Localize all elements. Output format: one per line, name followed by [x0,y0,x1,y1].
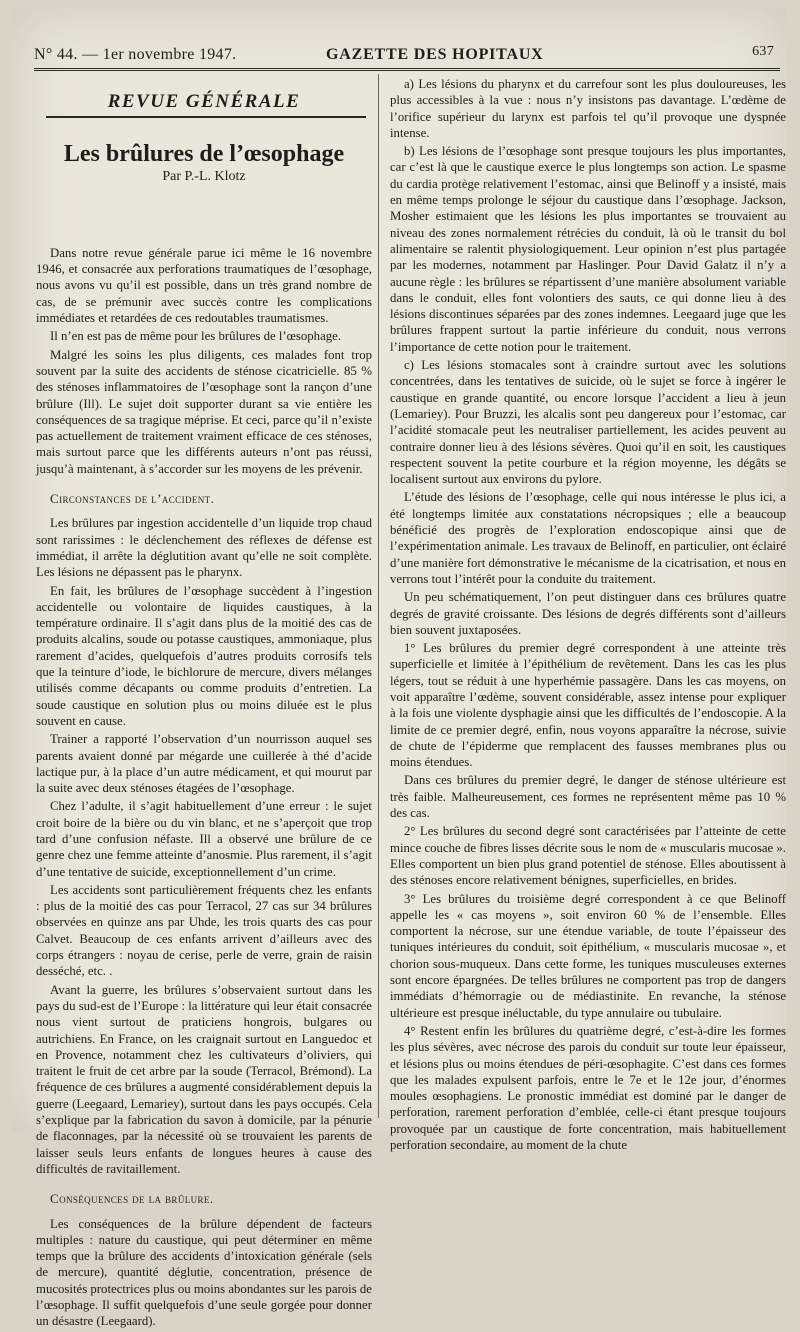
journal-title: GAZETTE DES HOPITAUX [326,46,544,63]
page-number: 637 [752,44,774,59]
section-label: REVUE GÉNÉRALE [107,91,301,112]
paragraph: Malgré les soins les plus diligents, ces malades font trop souvent par la suite des accidents de sténose cicatricielle. 85 % des sténoses inflammatoires de l’œsophage sont la rançon d’une brûlure (Ill). Le sujet doit supporter durant sa vie entière les conséquences de sa tragique méprise. Et ceci, parce qu’il n’existe pas actuellement de traitement vraiment efficace de ces sténoses, mais surtout parce que les différents auteurs n’ont pas réussi, jusqu’à maintenant, à s’accorder sur les moyens de les prévenir. [36,347,372,476]
paragraph: 4° Restent enfin les brûlures du quatrième degré, c’est-à-dire les formes les plus sévères, avec nécrose des parois du conduit sur toute leur épaisseur, et lésions plus ou moins étendues de péri-œsophagite. C’est dans ces formes que les malades expulsent parfois, entre le 7e et le 12e jour, d’énormes moules œsophagiens. Le pronostic immédiat est dominé par le danger de perforation, rarement perforation d’emblée, celle-ci étant presque toujours provoquée par un caustique de forte concentration, mais habituellement perforation secondaire, au moment de la chute [390,1023,786,1152]
paragraph: Il n’en est pas de même pour les brûlures de l’œsophage. [50,329,342,344]
paragraph: a) Les lésions du pharynx et du carrefour sont les plus douloureuses, les plus accessibles à la vue : nous n’y insistons pas davantage. L’œdème de l’orifice supérieur du larynx est parfois tel qu’il provoque une dyspnée intense. [390,77,786,140]
paragraph: Avant la guerre, les brûlures s’observaient surtout dans les pays du sud-est de l’Europe : la littérature qui leur était consacrée nous vient surtout de praticiens hongrois, bulgares ou autrichiens. En France, on les craignait surtout en Languedoc et en Provence, notamment chez les cultivateurs d’oliviers, qui traitent le fruit de cet arbre par la soude (Terracol, Brémond). La fréquence de ces brûlures a augmenté considérablement depuis la guerre (Leegaard, Lemariey), surtout dans les pays occupés. Cela s’explique par la fabrication du savon à domicile, par la pénurie de flaconnages, par la nécessité où se trouvaient les parents de laisser seuls leurs enfants de longues heures à cause des difficultés de ravitaillement. [36,982,372,1176]
paragraph: Les brûlures par ingestion accidentelle d’un liquide trop chaud sont rarissimes : le déclenchement des réflexes de défense est immédiat, il arrête la déglutition avant qu’elle ne soit complète. Les lésions ne dépassent pas le pharynx. [36,516,372,580]
paragraph: 2° Les brûlures du second degré sont caractérisées par l’atteinte de cette mince couche de fibres lisses décrite sous le nom de « muscularis mucosae ». Elles comportent un bien plus grand potentiel de sténose. Elles aboutissent à des sténoses encore relativement bénignes, superficielles, en brides. [390,824,786,888]
section-rule [46,116,366,118]
paragraph: Dans notre revue générale parue ici même le 16 novembre 1946, et consacrée aux perforations traumatiques de l’œsophage, nous avons vu qu’il est possible, dans un très grand nombre de cas, de se prémunir avec succès contre les complications immédiates et retardées de ces redoutables traumatismes. [36,245,372,326]
running-header [34,38,778,70]
left-column [36,86,372,1332]
issue-date: N° 44. — 1er novembre 1947. [34,46,237,63]
paragraph: 1° Les brûlures du premier degré correspondent à une atteinte très superficielle et limitée à l’épithélium de revêtement. Dans les cas les plus légers, tout se réduit à une hyperhémie passagère. Dans les cas moyens, on voit apparaître l’œdème, souvent considérable, assez intense pour expliquer à la fois une violente dysphagie ainsi que les difficultés de l’endoscopie. A la limite de ce premier degré, enfin, nous voyons apparaître la nécrose, suivie de chute de l’épiderme que remplacent des fausses membranes plus ou moins étendues. [390,641,786,770]
paragraph: Trainer a rapporté l’observation d’un nourrisson auquel ses parents avaient donné par mégarde une cuillerée à thé d’acide lactique pur, à la place d’un autre médicament, et qui mourut par la suite avec deux sténoses étagées de l’œsophage. [36,732,372,796]
page-sheet [12,8,786,1329]
section-heading: Circonstances de l’accident. [50,491,215,507]
header-rule [34,68,780,71]
paragraph: Chez l’adulte, il s’agit habituellement d’une erreur : le sujet croit boire de la bière ou du vin blanc, et ne s’aperçoit que trop tard d’une confusion néfaste. Ill a observé une brûlure de ce genre chez une femme atteinte d’anosmie. Plus rarement, il s’agit d’une tentative de suicide, exceptionnellement d’un crime. [36,799,372,879]
paragraph: En fait, les brûlures de l’œsophage succèdent à l’ingestion accidentelle ou volontaire de liquides caustiques, à la température ordinaire. Il s’agit dans plus de la moitié des cas de produits alcalins, soude ou potasse caustiques, ammoniaque, plus rarement d’acides, quelquefois d’autres produits corrosifs tels que la teinture d’iode, le bichlorure de mercure, divers mélanges utilisés comme décapants ou comme produits d’entretien. La soude caustique en solution plus ou moins diluée est le plus souvent en cause. [36,583,372,728]
paragraph: Dans ces brûlures du premier degré, le danger de sténose ultérieure est très faible. Malheureusement, ces formes ne représentent même pas 10 % des cas. [390,773,786,821]
article-title: Les brûlures de l’œsophage [63,141,345,168]
paragraph: b) Les lésions de l’œsophage sont presque toujours les plus importantes, car c’est là que le caustique exerce le plus longtemps son action. Le spasme du cardia protège relativement l’estomac, ainsi que Belinoff y a insisté, mais en même temps prolonge le séjour du caustique dans l’œsophage. Jackson, Mosher estimaient que les lésions les plus importantes se trouvaient au niveau des zones normalement rétrécies du conduit, là où le transit du bol alimentaire se ralentit physiologiquement. Leur opinion n’est plus partagée par les modernes, notamment par Haslinger. Pour David Galatz il n’y a aucune règle : les brûlures se répartissent d’une manière absolument variable dans le conduit, elles font volontiers des sauts, ce qui donne lieu à des lésions discontinues séparées par des zones indemnes. Leegaard juge que les brûlures frappent surtout la partie inférieure du conduit, nous verrons l’importance de cette notion pour le traitement. [390,144,786,354]
paragraph: L’étude des lésions de l’œsophage, celle qui nous intéresse le plus ici, a été longtemps limitée aux constatations nécropsiques ; elle a beaucoup bénéficié des progrès de l’exploration endoscopique ainsi que de l’expérimentation animale. Les travaux de Belinoff, en particulier, ont éclairé d’une manière fort démonstrative le mécanisme de la cicatrisation, et nous en verrons tout l’intérêt pour la conduite du traitement. [390,490,786,586]
paragraph: Un peu schématiquement, l’on peut distinguer dans ces brûlures quatre degrés de gravité croissante. Des lésions de degrés différents sont d’ailleurs bien souvent juxtaposées. [390,590,786,637]
section-heading: Conséquences de la brûlure. [50,1191,214,1207]
paragraph: Les accidents sont particulièrement fréquents chez les enfants : plus de la moitié des cas pour Terracol, 27 cas sur 34 brûlures observées en quinze ans par Uhde, les trois quarts des cas pour Calvet. Beaucoup de ces enfants arrivent d’ailleurs avec des corps étrangers : noyau de cerise, perle de verre, grain de raisin desséché, etc. . [36,882,372,979]
column-separator [378,74,379,1118]
right-column [390,76,786,1155]
article-byline: Par P.-L. Klotz [162,168,246,184]
paragraph: Les conséquences de la brûlure dépendent de facteurs multiples : nature du caustique, qui peut déterminer en même temps que la brûlure des accidents d’intoxication générale (sels de mercure), quantité déglutie, concentration, présence de mucosités protectrices plus ou moins abondantes sur les parois de l’œsophage. Il suffit quelquefois d’une seule gorgée pour donner un désastre (Leegaard). [36,1216,372,1329]
paragraph: c) Les lésions stomacales sont à craindre surtout avec les solutions concentrées, dans les tentatives de suicide, où le sujet se force à ingérer le caustique en grande quantité, ou encore lorsque l’accident a lieu à jeun (Lemariey). Pour Bruzzi, les alcalis sont peu dangereux pour l’estomac, car l’acidité stomacale peut les neutraliser partiellement, les acides peuvent au contraire donner lieu à des lésions sévères. Quoi qu’il en soit, les caustiques respectent souvent la petite courbure et la région moyenne, les dégâts se localisent surtout aux environs du pylore. [390,358,786,487]
paragraph: 3° Les brûlures du troisième degré correspondent à ce que Belinoff appelle les « cas moyens », soit environ 60 % de l’ensemble. Elles comportent la nécrose, sur une étendue variable, de toute l’épaisseur des tuniques intérieures du conduit, soit épithélium, « muscularis mucosae », et chorion sous-muqueux. Dans cette forme, les tuniques musculeuses externes sont encore épargnées. De telles brûlures ne comportent pas trop de dangers immédiats d’hémorragie ou de médiastinite. En revanche, la sténose ultérieure est presque inéluctable, du type annulaire ou tubulaire. [390,891,786,1020]
